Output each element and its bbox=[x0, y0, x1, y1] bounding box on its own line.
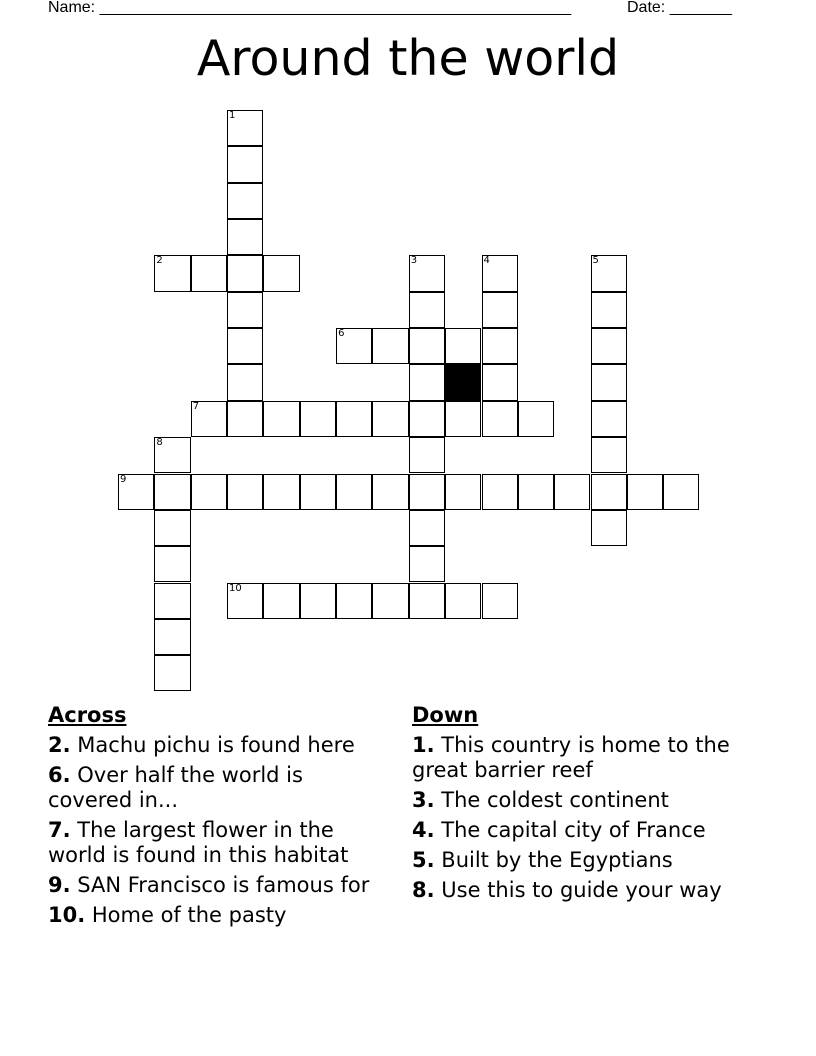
grid-cell[interactable] bbox=[154, 437, 190, 473]
grid-cell[interactable] bbox=[627, 474, 663, 510]
grid-cell[interactable] bbox=[263, 474, 299, 510]
name-field: Name: _____________________________________________________ bbox=[48, 0, 572, 16]
grid-cell[interactable] bbox=[154, 546, 190, 582]
grid-cell[interactable] bbox=[154, 583, 190, 619]
grid-cell[interactable] bbox=[263, 255, 299, 291]
grid-cell[interactable] bbox=[445, 474, 481, 510]
clue-text: SAN Francisco is famous for bbox=[77, 873, 370, 897]
clue-number: 7. bbox=[48, 818, 71, 842]
clue-number: 3. bbox=[412, 788, 435, 812]
grid-cell[interactable] bbox=[409, 328, 445, 364]
clue-text: The coldest continent bbox=[441, 788, 669, 812]
clue-down-3 bbox=[412, 788, 752, 813]
grid-cell[interactable] bbox=[154, 655, 190, 691]
grid-cell[interactable] bbox=[591, 510, 627, 546]
cell-number: 3 bbox=[410, 255, 418, 267]
down-clues bbox=[412, 703, 752, 908]
grid-cell[interactable] bbox=[663, 474, 699, 510]
date-field: Date: _______ bbox=[627, 0, 732, 16]
clue-down-1 bbox=[412, 733, 752, 783]
grid-cell[interactable] bbox=[409, 255, 445, 291]
clue-text: Over half the world is covered in... bbox=[48, 763, 303, 812]
grid-cell[interactable] bbox=[482, 474, 518, 510]
grid-cell[interactable] bbox=[482, 255, 518, 291]
grid-cell[interactable] bbox=[482, 328, 518, 364]
grid-cell[interactable] bbox=[227, 583, 263, 619]
grid-cell[interactable] bbox=[300, 401, 336, 437]
grid-cell[interactable] bbox=[191, 401, 227, 437]
clue-number: 10. bbox=[48, 903, 86, 927]
cell-number: 6 bbox=[338, 328, 345, 340]
grid-cell[interactable] bbox=[227, 292, 263, 328]
grid-cell[interactable] bbox=[591, 292, 627, 328]
grid-cell[interactable] bbox=[409, 364, 445, 400]
grid-cell[interactable] bbox=[445, 328, 481, 364]
clue-number: 4. bbox=[412, 818, 435, 842]
cell-number: 4 bbox=[483, 255, 490, 267]
grid-cell[interactable] bbox=[409, 583, 445, 619]
across-clues bbox=[48, 703, 388, 933]
clue-number: 5. bbox=[412, 848, 435, 872]
grid-cell[interactable] bbox=[191, 474, 227, 510]
clue-across-9 bbox=[48, 873, 388, 898]
grid-cell[interactable] bbox=[409, 401, 445, 437]
grid-cell[interactable] bbox=[591, 474, 627, 510]
clue-text: The largest flower in the world is found in this habitat bbox=[48, 818, 349, 867]
grid-cell[interactable] bbox=[409, 546, 445, 582]
grid-cell[interactable] bbox=[227, 183, 263, 219]
grid-cell[interactable] bbox=[409, 510, 445, 546]
clue-number: 1. bbox=[412, 733, 435, 757]
cell-number: 1 bbox=[229, 110, 236, 121]
grid-cell[interactable] bbox=[482, 292, 518, 328]
cell-number: 5 bbox=[592, 255, 599, 267]
clue-number: 2. bbox=[48, 733, 71, 757]
grid-cell[interactable] bbox=[191, 255, 227, 291]
black-square bbox=[445, 364, 481, 400]
grid-cell[interactable] bbox=[300, 583, 336, 619]
clue-text: Built by the Egyptians bbox=[441, 848, 673, 872]
grid-cell[interactable] bbox=[554, 474, 590, 510]
clue-down-4 bbox=[412, 818, 752, 843]
grid-cell[interactable] bbox=[445, 401, 481, 437]
grid-cell[interactable] bbox=[372, 401, 408, 437]
clue-number: 6. bbox=[48, 763, 71, 787]
clue-number: 8. bbox=[412, 878, 435, 902]
grid-cell[interactable] bbox=[227, 474, 263, 510]
grid-cell[interactable] bbox=[336, 328, 372, 364]
grid-cell[interactable] bbox=[154, 255, 190, 291]
clue-number: 9. bbox=[48, 873, 71, 897]
clue-text: The capital city of France bbox=[441, 818, 706, 842]
grid-cell[interactable] bbox=[227, 401, 263, 437]
grid-cell[interactable] bbox=[300, 474, 336, 510]
grid-cell[interactable] bbox=[445, 583, 481, 619]
grid-cell[interactable] bbox=[372, 583, 408, 619]
cell-number: 9 bbox=[120, 473, 127, 485]
grid-cell[interactable] bbox=[263, 401, 299, 437]
grid-cell[interactable] bbox=[482, 401, 518, 437]
grid-cell[interactable] bbox=[409, 474, 445, 510]
grid-cell[interactable] bbox=[518, 474, 554, 510]
across-heading: Across bbox=[48, 703, 127, 727]
grid-cell[interactable] bbox=[227, 255, 263, 291]
clue-text: Home of the pasty bbox=[91, 903, 287, 927]
grid-cell[interactable] bbox=[372, 474, 408, 510]
grid-cell[interactable] bbox=[591, 437, 627, 473]
grid-cell[interactable] bbox=[518, 401, 554, 437]
grid-cell[interactable] bbox=[482, 583, 518, 619]
grid-cell[interactable] bbox=[227, 110, 263, 146]
grid-cell[interactable] bbox=[227, 219, 263, 255]
grid-cell[interactable] bbox=[336, 474, 372, 510]
clue-down-8 bbox=[412, 878, 752, 903]
grid-cell[interactable] bbox=[482, 364, 518, 400]
puzzle-title: Around the world bbox=[196, 30, 620, 87]
clue-text: Machu pichu is found here bbox=[77, 733, 355, 757]
down-heading: Down bbox=[412, 703, 479, 727]
grid-cell[interactable] bbox=[409, 292, 445, 328]
clue-down-5 bbox=[412, 848, 752, 873]
grid-cell[interactable] bbox=[118, 474, 154, 510]
grid-cell[interactable] bbox=[227, 364, 263, 400]
cell-number: 10 bbox=[229, 582, 242, 594]
grid-cell[interactable] bbox=[591, 401, 627, 437]
grid-cell[interactable] bbox=[227, 146, 263, 182]
grid-cell[interactable] bbox=[591, 364, 627, 400]
grid-cell[interactable] bbox=[591, 255, 627, 291]
grid-cell[interactable] bbox=[336, 401, 372, 437]
grid-cell[interactable] bbox=[336, 583, 372, 619]
grid-cell[interactable] bbox=[227, 328, 263, 364]
grid-cell[interactable] bbox=[154, 474, 190, 510]
grid-cell[interactable] bbox=[409, 437, 445, 473]
clue-text: This country is home to the great barrier reef bbox=[412, 733, 730, 782]
cell-number: 8 bbox=[156, 437, 163, 449]
clue-text: Use this to guide your way bbox=[441, 878, 722, 902]
cell-number: 2 bbox=[156, 255, 163, 267]
clue-across-6 bbox=[48, 763, 388, 813]
grid-cell[interactable] bbox=[372, 328, 408, 364]
grid-cell[interactable] bbox=[154, 619, 190, 655]
grid-cell[interactable] bbox=[591, 328, 627, 364]
cell-number: 7 bbox=[192, 400, 200, 412]
clue-across-2 bbox=[48, 733, 388, 758]
clue-across-10 bbox=[48, 903, 388, 928]
grid-cell[interactable] bbox=[154, 510, 190, 546]
grid-cell[interactable] bbox=[263, 583, 299, 619]
clue-across-7 bbox=[48, 818, 388, 868]
